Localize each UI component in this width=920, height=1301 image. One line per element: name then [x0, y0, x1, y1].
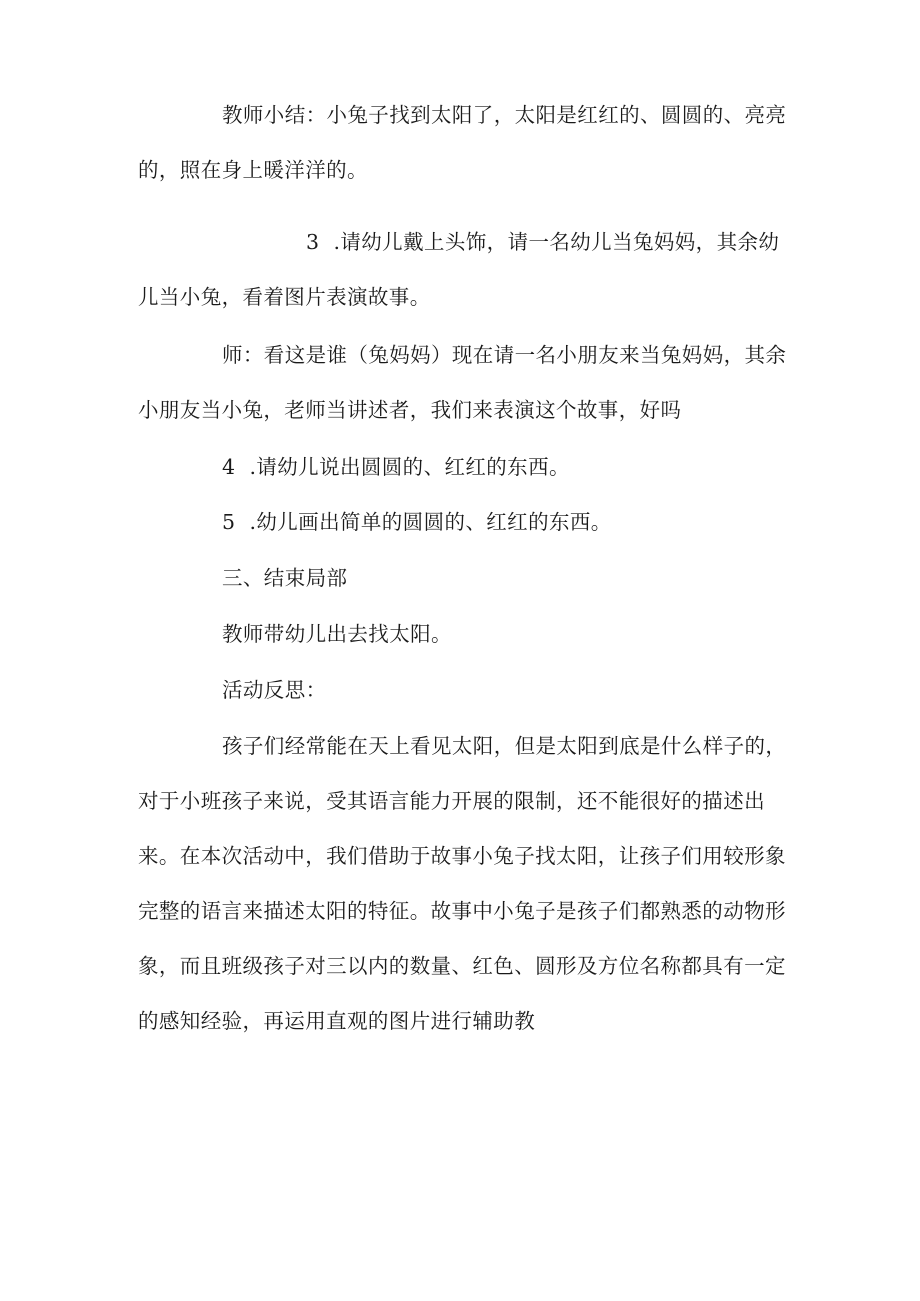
step-text: .请幼儿说出圆圆的、红红的东西。: [249, 455, 570, 479]
section-heading-ending: 三、结束局部: [222, 566, 348, 590]
paragraph-teacher-summary: 教师小结：小兔子找到太阳了，太阳是红红的、圆圆的、亮亮的，照在身上暖洋洋的。: [138, 103, 787, 182]
paragraph-reflection: 孩子们经常能在天上看见太阳，但是太阳到底是什么样子的，对于小班孩子来说，受其语言能力开展的限制，还不能很好的描述出来。在本次活动中，我们借助于故事小兔子找太阳，让孩子们用较形象完整的语言来描述太阳的特征。故事中小兔子是孩子们都熟悉的动物形象，而且班级孩子对三以内的数量、红色、圆形及方位名称都具有一定的感知经验，再运用直观的图片进行辅助教: [138, 734, 787, 1033]
paragraph-step-4: [222, 440, 570, 495]
step-number: 4: [222, 455, 236, 479]
paragraph-step-3: [138, 215, 798, 325]
paragraph-step-5: [222, 495, 612, 550]
paragraph-teacher-line: 师：看这是谁（兔妈妈）现在请一名小朋友来当兔妈妈，其余小朋友当小兔，老师当讲述者，我们来表演这个故事，好吗: [138, 343, 787, 422]
step-text: .请幼儿戴上头饰，请一名幼儿当兔妈妈，其余幼儿当小兔，看着图片表演故事。: [138, 230, 780, 309]
step-number: 5: [222, 510, 236, 534]
step-text: .幼儿画出简单的圆圆的、红红的东西。: [249, 510, 612, 534]
step-number: 3: [306, 230, 320, 254]
reflection-heading: 活动反思：: [222, 678, 327, 702]
paragraph-closing: 教师带幼儿出去找太阳。: [222, 622, 452, 646]
